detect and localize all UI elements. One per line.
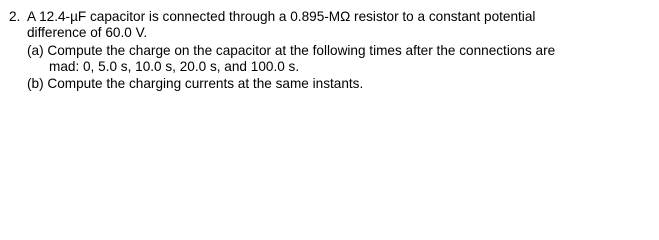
part-a-line-1: (a) Compute the charge on the capacitor at the following times after the connections are	[27, 43, 556, 58]
problem-number: 2.	[9, 9, 21, 24]
problem-line-1	[9, 9, 535, 25]
part-a-line-2: mad: 0, 5.0 s, 10.0 s, 20.0 s, and 100.0 s.	[49, 59, 300, 74]
problem-statement-start: A 12.4-µF capacitor is connected through a 0.895-MΩ resistor to a constant potential	[27, 9, 536, 24]
problem-text-block	[0, 0, 659, 105]
part-b-line: (b) Compute the charging currents at the same instants.	[27, 76, 364, 91]
problem-statement-continued: difference of 60.0 V.	[27, 25, 148, 40]
